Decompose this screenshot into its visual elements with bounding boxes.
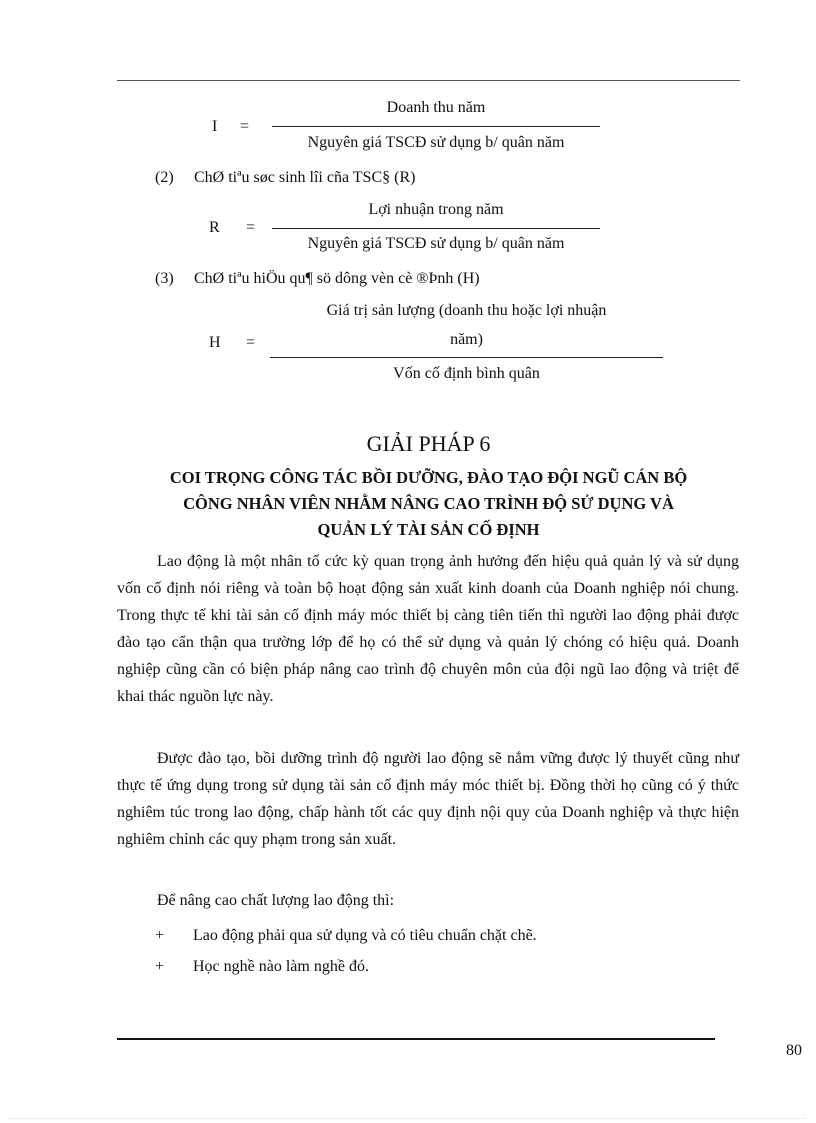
formula-i-equals: =: [240, 118, 250, 135]
paragraph-3: Để nâng cao chất lượng lao động thì:: [157, 892, 395, 909]
formula-r-equals: =: [246, 219, 256, 236]
section-subheading-line-3: QUẢN LÝ TÀI SẢN CỐ ĐỊNH: [317, 520, 540, 539]
item-3-text: ChØ tiªu hiÖu qu¶ sö dông vèn cè ®Þnh (H): [194, 270, 480, 287]
formula-h-denominator: Vốn cố định bình quân: [393, 365, 540, 382]
formula-i-variable: I: [212, 118, 218, 135]
section-heading: GIẢI PHÁP 6: [366, 431, 491, 456]
formula-i-numerator: Doanh thu năm: [386, 99, 486, 116]
bullet-2-mark: +: [155, 958, 165, 975]
formula-r-variable: R: [209, 219, 220, 236]
formula-i-fraction-bar: [272, 126, 600, 127]
formula-h-fraction-bar: [270, 357, 663, 358]
item-2-text: ChØ tiªu søc sinh lîi cña TSC§ (R): [194, 169, 416, 186]
section-subheading-line-1: COI TRỌNG CÔNG TÁC BỒI DƯỠNG, ĐÀO TẠO ĐỘI NGŨ CÁN BỘ: [169, 468, 688, 487]
item-3-number: (3): [155, 270, 174, 287]
footer-rule: [117, 1038, 715, 1040]
bullet-1-mark: +: [155, 927, 165, 944]
formula-h-equals: =: [246, 334, 256, 351]
formula-h-variable: H: [209, 334, 221, 351]
page-bottom-dotted-line: [10, 1118, 806, 1119]
bullet-1-text: Lao động phải qua sử dụng và có tiêu chuẩn chặt chẽ.: [193, 927, 537, 944]
formula-h-numerator-line-1: Giá trị sản lượng (doanh thu hoặc lợi nhuận: [326, 302, 607, 319]
paragraph-2: Được đào tạo, bồi dưỡng trình độ người lao động sẽ nắm vững được lý thuyết cũng như thực tế ứng dụng trong sử dụng tài sản cố định máy móc thiết bị. Đồng thời họ cũng có ý thức nghiêm túc trong lao động, chấp hành tốt các quy định nội quy của Doanh nghiệp và thực hiện nghiêm chỉnh các quy phạm trong sản xuất.: [117, 750, 739, 848]
formula-h-numerator-line-2: năm): [450, 331, 483, 348]
formula-r-numerator: Lợi nhuận trong năm: [368, 201, 504, 218]
paragraph-1: Lao động là một nhân tố cức kỳ quan trọng ảnh hưởng đến hiệu quả quản lý và sử dụng vốn cố định nói riêng và toàn bộ hoạt động sản xuất kinh doanh của Doanh nghiệp nói chung. Trong thực tế khi tài sản cố định máy móc thiết bị càng tiên tiến thì người lao động phải được đào tạo cẩn thận qua trường lớp để họ có thể sử dụng và quản lý chóng có hiệu quả. Doanh nghiệp cũng cần có biện pháp nâng cao trình độ chuyên môn của đội ngũ lao động và triệt để khai thác nguồn lực này.: [117, 553, 739, 705]
header-rule: [117, 80, 740, 81]
page-number: 80: [786, 1042, 802, 1059]
formula-r-denominator: Nguyên giá TSCĐ sử dụng b/ quân năm: [307, 235, 565, 252]
item-2-number: (2): [155, 169, 174, 186]
formula-i-denominator: Nguyên giá TSCĐ sử dụng b/ quân năm: [307, 134, 565, 151]
bullet-2-text: Học nghề nào làm nghề đó.: [193, 958, 369, 975]
section-subheading-line-2: CÔNG NHÂN VIÊN NHẰM NÂNG CAO TRÌNH ĐỘ SỬ DỤNG VÀ: [183, 494, 674, 513]
formula-r-fraction-bar: [272, 228, 600, 229]
